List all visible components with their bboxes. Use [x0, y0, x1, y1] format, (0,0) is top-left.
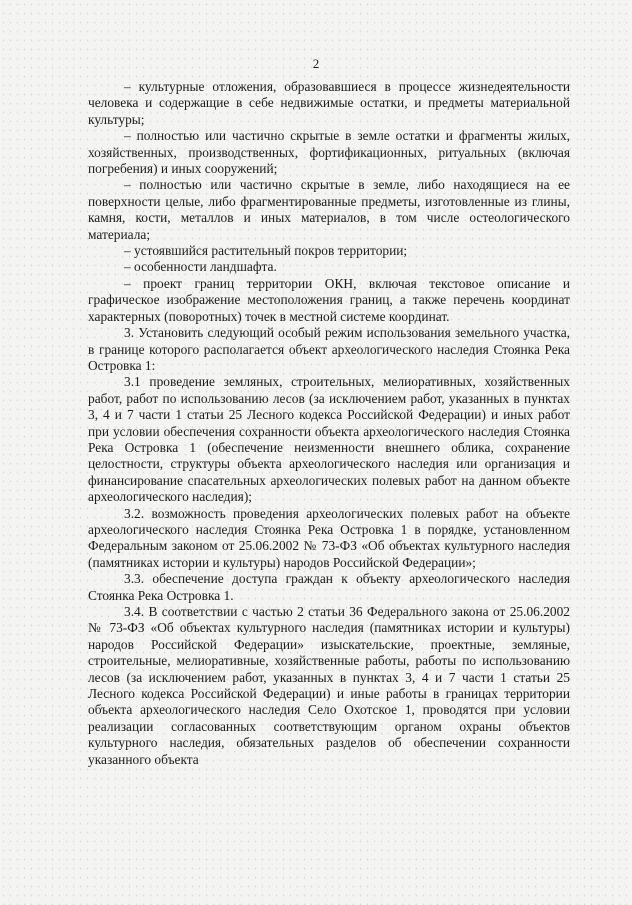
document-body: [88, 79, 570, 768]
paragraph-9: 3.2. возможность проведения археологических полевых работ на объекте археологического наследия Стоянка Река Островка 1 в порядке, установленном Федеральным законом от 25.06.2002 № 73-ФЗ «Об объектах культурного наследия (памятниках истории и культуры) народов Российской Федерации»;: [88, 505, 570, 570]
paragraph-2: – полностью или частично скрытые в земле остатки и фрагменты жилых, хозяйственных, производственных, фортификационных, ритуальных (включая погребения) и иных сооружений;: [88, 128, 570, 177]
page-number: 2: [312, 56, 320, 71]
paragraph-7: 3. Установить следующий особый режим использования земельного участка, в границе которого располагается объект археологического наследия Стоянка Река Островка 1:: [88, 325, 570, 373]
paragraph-4: – устоявшийся растительный покров территории;: [124, 243, 408, 259]
paragraph-5: – особенности ландшафта.: [124, 259, 277, 275]
paragraph-1: – культурные отложения, образовавшиеся в процессе жизнедеятельности человека и содержащие в себе недвижимые остатки, и предметы материальной культуры;: [88, 79, 570, 127]
paragraph-3: – полностью или частично скрытые в земле, либо находящиеся на ее поверхности целые, либо фрагментированные предметы, изготовленные из глины, камня, кости, металлов и иных материалов, в том числе остеологического материала;: [88, 177, 570, 242]
paragraph-10: 3.3. обеспечение доступа граждан к объекту археологического наследия Стоянка Река Островка 1.: [88, 571, 570, 603]
paragraph-11: 3.4. В соответствии с частью 2 статьи 36 Федерального закона от 25.06.2002 № 73-ФЗ «Об объектах культурного наследия (памятниках истории и культуры) народов Российской Федерации» изыскательские, проектные, земляные, строительные, мелиоративные, хозяйственные работы, работы по использованию лесов (за исключением работ, указанных в пунктах 3, 4 и 7 части 1 статьи 25 Лесного кодекса Российской Федерации) и иные работы в границах территории объекта археологического наследия Село Охотское 1, проводятся при условии реализации согласованных соответствующим органом охраны объектов культурного наследия, обязательных разделов об обеспечении сохранности указанного объекта: [88, 604, 570, 767]
paragraph-8: 3.1 проведение земляных, строительных, мелиоративных, хозяйственных работ, работ по использованию лесов (за исключением работ, указанных в пунктах 3, 4 и 7 части 1 статьи 25 Лесного кодекса Российской Федерации) и иных работ при условии обеспечения сохранности объекта археологического наследия Стоянка Река Островка 1 (обеспечение неизменности внешнего облика, сохранение целостности, структуры объекта археологического наследия или организация и финансирование спасательных археологических полевых работ на данном объекте археологического наследия);: [88, 374, 570, 505]
paragraph-6: – проект границ территории ОКН, включая текстовое описание и графическое изображение местоположения границ, а также перечень координат характерных (поворотных) точек в местной системе координат.: [88, 275, 570, 324]
